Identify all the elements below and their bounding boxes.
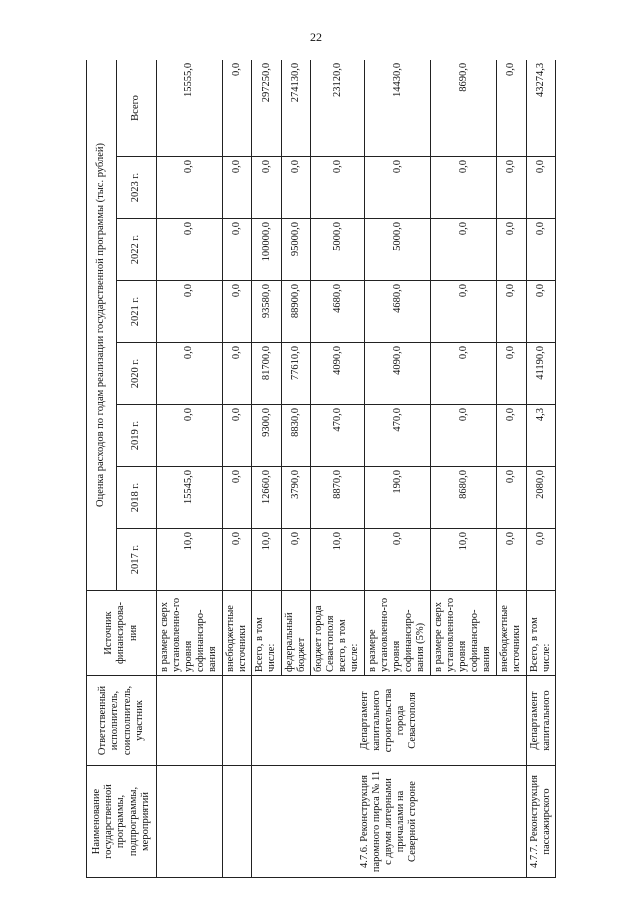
value-cell: 0,0 [223,343,252,405]
page-number: 22 [310,30,322,44]
table-rotator [86,60,556,878]
total-cell: 8690,0 [431,60,497,157]
value-cell: 95000,0 [281,219,310,281]
measure-name: 4.7.7. Реконструкция пассажирского [526,766,556,878]
value-cell: 0,0 [526,219,556,281]
value-cell: 0,0 [223,467,252,529]
expenditure-table [86,60,556,878]
source-cell: в размере сверх установленно-го уровня софинансиро-вания [157,591,223,676]
value-cell: 0,0 [526,157,556,219]
source-cell: федеральный бюджет [281,591,310,676]
value-cell: 0,0 [223,405,252,467]
value-cell: 0,0 [431,281,497,343]
source-cell: в размере сверх установленно-го уровня софинансиро-вания [431,591,497,676]
source-cell: Всего, в том числе: [526,591,556,676]
value-cell: 4680,0 [365,281,431,343]
value-cell: 93580,0 [252,281,281,343]
executor-cell-empty [223,676,252,766]
value-cell: 190,0 [365,467,431,529]
value-cell: 0,0 [281,529,310,591]
table-row [526,60,556,878]
value-cell: 0,0 [157,219,223,281]
value-cell: 81700,0 [252,343,281,405]
name-cell-empty [223,766,252,878]
value-cell: 0,0 [223,157,252,219]
value-cell: 0,0 [157,281,223,343]
measure-executor: Департамент капитального [526,676,556,766]
header-year: 2017 г. [117,529,157,591]
source-cell: Всего, в том числе: [252,591,281,676]
value-cell: 0,0 [311,157,365,219]
source-cell: в размере установленно-го уровня софинансиро-вания (5%) [365,591,431,676]
value-cell: 8680,0 [431,467,497,529]
table-row [252,60,281,878]
total-cell: 14430,0 [365,60,431,157]
header-year: 2018 г. [117,467,157,529]
value-cell: 0,0 [365,529,431,591]
header-total: Всего [117,60,157,157]
value-cell: 0,0 [526,529,556,591]
value-cell: 0,0 [157,343,223,405]
header-year: 2022 г. [117,219,157,281]
value-cell: 0,0 [223,529,252,591]
value-cell: 0,0 [497,281,526,343]
value-cell: 0,0 [526,281,556,343]
value-cell: 470,0 [365,405,431,467]
value-cell: 0,0 [497,219,526,281]
value-cell: 0,0 [223,219,252,281]
value-cell: 2080,0 [526,467,556,529]
value-cell: 3790,0 [281,467,310,529]
value-cell: 4090,0 [311,343,365,405]
value-cell: 0,0 [497,467,526,529]
source-cell: бюджет города Севастополя всего, в том числе: [311,591,365,676]
value-cell: 0,0 [497,405,526,467]
value-cell: 10,0 [311,529,365,591]
value-cell: 0,0 [365,157,431,219]
header-executor: Ответственный исполнитель, соисполнитель, участник [87,676,157,766]
measure-name: 4.7.6. Реконструкция паромного пирса № 11 с двумя литерными причалами на Северной стороне [252,766,526,878]
value-cell: 4680,0 [311,281,365,343]
value-cell: 0,0 [431,405,497,467]
value-cell: 470,0 [311,405,365,467]
value-cell: 0,0 [497,529,526,591]
value-cell: 4,3 [526,405,556,467]
header-year: 2020 г. [117,343,157,405]
total-cell: 274130,0 [281,60,310,157]
value-cell: 0,0 [157,157,223,219]
total-cell: 0,0 [497,60,526,157]
value-cell: 8830,0 [281,405,310,467]
header-estimate: Оценка расходов по годам реализации государственной программы (тыс. рублей) [87,60,117,591]
measure-executor: Департамент капитального строительства города Севастополя [252,676,526,766]
value-cell: 0,0 [431,343,497,405]
header-year: 2019 г. [117,405,157,467]
value-cell: 10,0 [157,529,223,591]
header-name: Наименование государственной программы, подпрограммы, мероприятий [87,766,157,878]
rotated-table-area [86,60,556,878]
header-source: Источник финансирова-ния [87,591,157,676]
value-cell: 77610,0 [281,343,310,405]
header-year: 2023 г. [117,157,157,219]
value-cell: 0,0 [497,343,526,405]
executor-cell-empty [157,676,223,766]
total-cell: 297250,0 [252,60,281,157]
table-row [223,60,252,878]
total-cell: 23120,0 [311,60,365,157]
value-cell: 9300,0 [252,405,281,467]
name-cell-empty [157,766,223,878]
value-cell: 88900,0 [281,281,310,343]
value-cell: 8870,0 [311,467,365,529]
total-cell: 43274,3 [526,60,556,157]
total-cell: 0,0 [223,60,252,157]
value-cell: 0,0 [223,281,252,343]
value-cell: 100000,0 [252,219,281,281]
value-cell: 5000,0 [365,219,431,281]
value-cell: 0,0 [497,157,526,219]
header-year: 2021 г. [117,281,157,343]
value-cell: 0,0 [157,405,223,467]
value-cell: 12660,0 [252,467,281,529]
value-cell: 0,0 [252,157,281,219]
value-cell: 0,0 [431,219,497,281]
value-cell: 5000,0 [311,219,365,281]
value-cell: 10,0 [252,529,281,591]
value-cell: 15545,0 [157,467,223,529]
value-cell: 41190,0 [526,343,556,405]
total-cell: 15555,0 [157,60,223,157]
value-cell: 10,0 [431,529,497,591]
value-cell: 0,0 [431,157,497,219]
value-cell: 0,0 [281,157,310,219]
table-row [157,60,223,878]
source-cell: внебюджетные источники [223,591,252,676]
value-cell: 4090,0 [365,343,431,405]
source-cell: внебюджетные источники [497,591,526,676]
